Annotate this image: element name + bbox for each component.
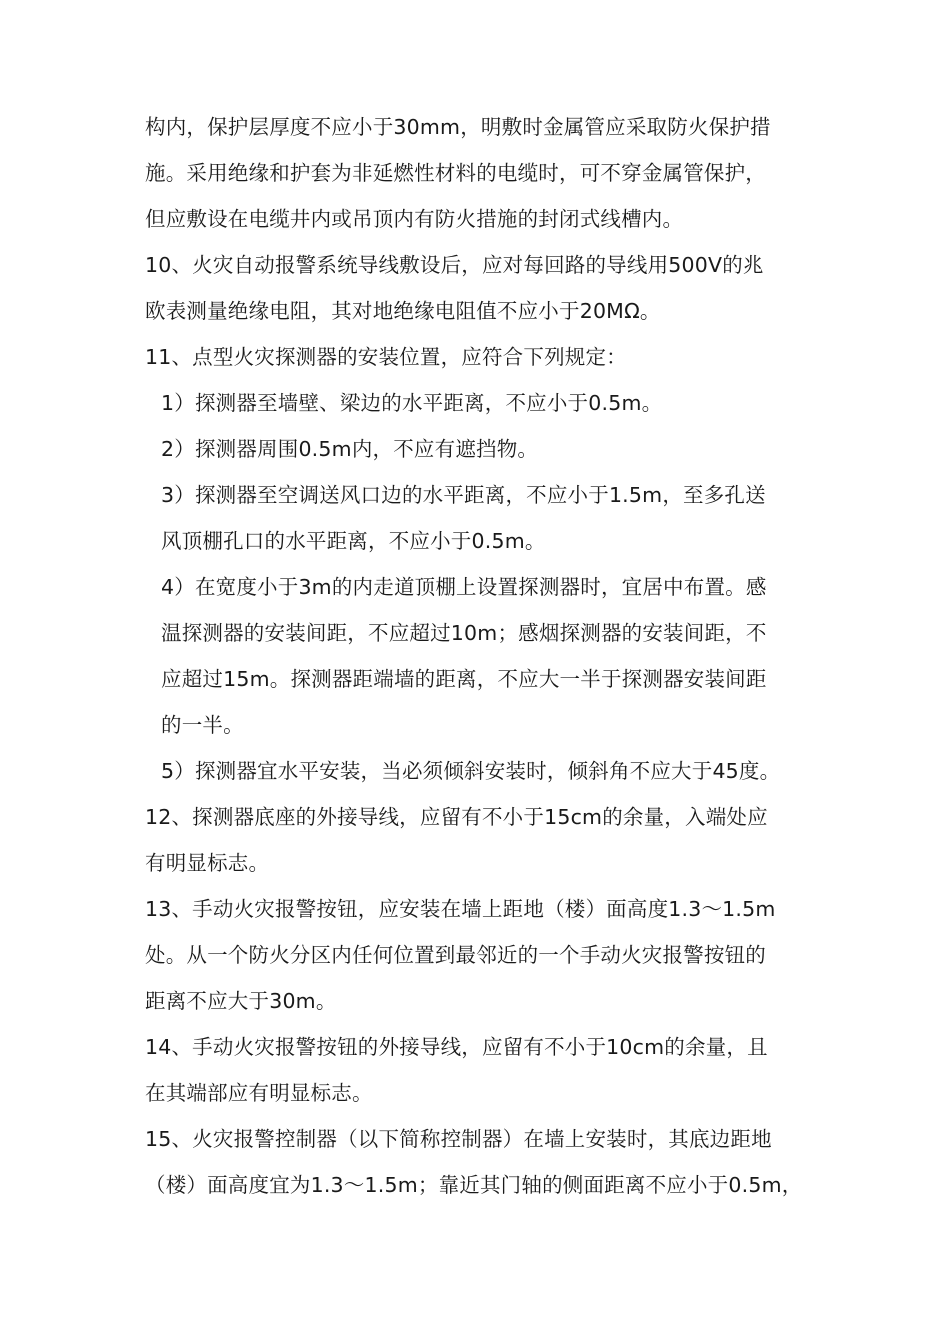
list-item-line: 的一半。 [161,713,244,737]
list-item-line: 温探测器的安装间距，不应超过10m；感烟探测器的安装间距，不 [161,621,767,645]
text-line: （楼）面高度宜为1.3～1.5m；靠近其门轴的侧面距离不应小于0.5m， [145,1173,803,1197]
list-item-line: 风顶棚孔口的水平距离，不应小于0.5m。 [161,529,546,553]
list-item-line: 5）探测器宜水平安装，当必须倾斜安装时，倾斜角不应大于45度。 [161,759,781,783]
text-line: 13、手动火灾报警按钮，应安装在墙上距地（楼）面高度1.3～1.5m [145,897,776,921]
text-line: 处。从一个防火分区内任何位置到最邻近的一个手动火灾报警按钮的 [145,943,766,967]
text-line: 12、探测器底座的外接导线，应留有不小于15cm的余量，入端处应 [145,805,768,829]
text-line: 有明显标志。 [145,851,270,875]
text-line: 但应敷设在电缆井内或吊顶内有防火措施的封闭式线槽内。 [145,207,684,231]
list-item-line: 应超过15m。探测器距端墙的距离，不应大一半于探测器安装间距 [161,667,767,691]
text-line: 欧表测量绝缘电阻，其对地绝缘电阻值不应小于20MΩ。 [145,299,661,323]
list-item-line: 4）在宽度小于3m的内走道顶棚上设置探测器时，宜居中布置。感 [161,575,767,599]
text-line: 在其端部应有明显标志。 [145,1081,373,1105]
text-line: 10、火灾自动报警系统导线敷设后，应对每回路的导线用500V的兆 [145,253,764,277]
list-item-line: 1）探测器至墙壁、梁边的水平距离，不应小于0.5m。 [161,391,663,415]
list-item-line: 2）探测器周围0.5m内，不应有遮挡物。 [161,437,539,461]
text-line: 构内，保护层厚度不应小于30mm，明敷时金属管应采取防火保护措 [145,115,771,139]
text-line: 11、点型火灾探测器的安装位置，应符合下列规定： [145,345,627,369]
document-body [145,104,810,1208]
text-line: 14、手动火灾报警按钮的外接导线，应留有不小于10cm的余量，且 [145,1035,768,1059]
text-line: 施。采用绝缘和护套为非延燃性材料的电缆时，可不穿金属管保护， [145,161,766,185]
list-item-line: 3）探测器至空调送风口边的水平距离，不应小于1.5m，至多孔送 [161,483,766,507]
text-line: 距离不应大于30m。 [145,989,337,1013]
text-line: 15、火灾报警控制器（以下简称控制器）在墙上安装时，其底边距地 [145,1127,772,1151]
